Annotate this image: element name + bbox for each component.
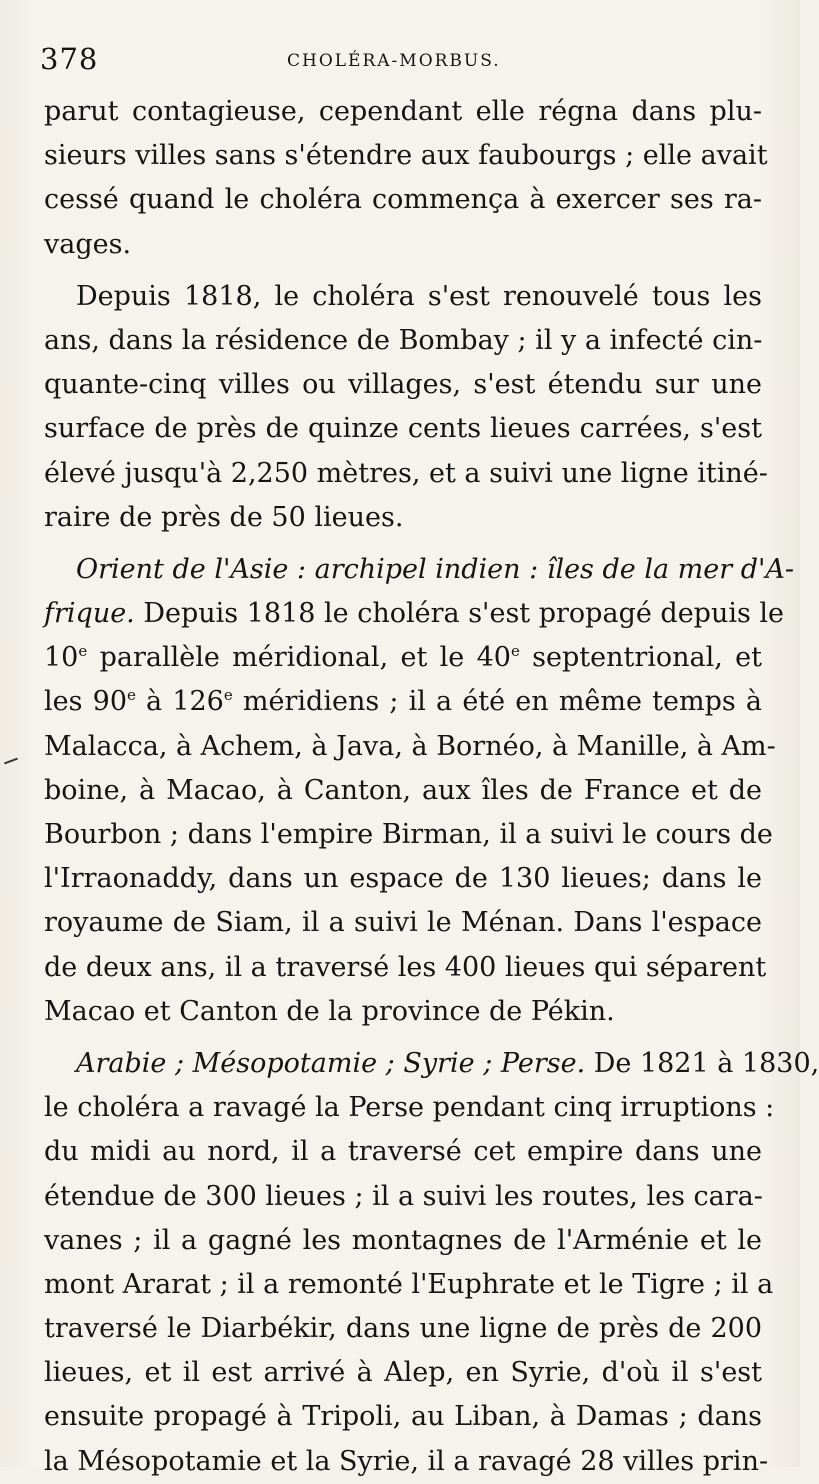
text-line: vanes ; il a gagné les montagnes de l'Arménie et le xyxy=(44,1224,762,1256)
text-line: sieurs villes sans s'étendre aux faubourgs ; elle avait xyxy=(44,140,768,172)
section-heading-cont: frique. xyxy=(44,598,135,630)
text-line: Malacca, à Achem, à Java, à Bornéo, à Manille, à Am- xyxy=(44,730,776,762)
ordinal-suffix: e xyxy=(223,686,233,705)
text-line: élevé jusqu'à 2,250 mètres, et a suivi une ligne itiné- xyxy=(44,457,768,489)
text-line: l'Irraonaddy, dans un espace de 130 lieues; dans le xyxy=(44,863,762,895)
text-line: royaume de Siam, il a suivi le Ménan. Dans l'espace xyxy=(44,907,762,939)
text-line: raire de près de 50 lieues. xyxy=(44,501,404,533)
text-span: Depuis 1818 le choléra s'est propagé depuis le xyxy=(134,598,785,630)
text-line: surface de près de quinze cents lieues carrées, s'est xyxy=(44,413,762,445)
text-line: Depuis 1818, le choléra s'est renouvelé tous les xyxy=(76,280,762,312)
text-span: les 90 xyxy=(44,686,127,718)
ordinal-suffix: e xyxy=(78,642,88,661)
text-span: parallèle méridional, et le 40 xyxy=(87,642,511,674)
text-span: De 1821 à 1830, xyxy=(585,1047,819,1079)
text-line: parut contagieuse, cependant elle régna dans plu- xyxy=(44,96,762,127)
text-line xyxy=(44,592,785,636)
text-line: boine, à Macao, à Canton, aux îles de France et de xyxy=(44,774,762,806)
text-line: le choléra a ravagé la Perse pendant cinq irruptions : xyxy=(44,1092,775,1124)
margin-mark xyxy=(4,758,18,765)
text-span: méridiens ; il a été en même temps à xyxy=(232,686,762,718)
text-line: traversé le Diarbékir, dans une ligne de près de 200 xyxy=(44,1313,762,1345)
page-header xyxy=(40,42,760,82)
section-heading: Orient de l'Asie : archipel indien : îles de la mer d'A- xyxy=(76,553,795,585)
text-span: septentrional, et xyxy=(519,642,762,674)
text-line xyxy=(44,636,762,680)
text-line: ensuite propagé à Tripoli, au Liban, à Damas ; dans xyxy=(44,1401,762,1433)
running-title: CHOLÉRA-MORBUS. xyxy=(287,51,501,71)
text-line: vages. xyxy=(44,228,132,260)
text-line: quante-cinq villes ou villages, s'est étendu sur une xyxy=(44,369,762,401)
text-span: à 126 xyxy=(135,686,224,718)
text-line: lieues, et il est arrivé à Alep, en Syrie, d'où il s'est xyxy=(44,1357,762,1389)
text-line: de deux ans, il a traversé les 400 lieues qui séparent xyxy=(44,951,767,983)
paragraph-4 xyxy=(44,1042,819,1484)
text-span: 10 xyxy=(44,642,79,674)
paragraph-2 xyxy=(44,275,768,540)
section-heading: Arabie ; Mésopotamie ; Syrie ; Perse. xyxy=(76,1047,586,1079)
text-line: étendue de 300 lieues ; il a suivi les routes, les cara- xyxy=(44,1180,763,1212)
ordinal-suffix: e xyxy=(510,642,520,661)
text-line: Macao et Canton de la province de Pékin. xyxy=(44,995,615,1027)
text-line: Bourbon ; dans l'empire Birman, il a suivi le cours de xyxy=(44,819,773,850)
paragraph-3 xyxy=(44,548,795,1034)
ordinal-suffix: e xyxy=(127,686,136,705)
text-line: la Mésopotamie et la Syrie, il a ravagé 28 villes prin- xyxy=(44,1445,769,1477)
text-line: ans, dans la résidence de Bombay ; il y a infecté cin- xyxy=(44,324,763,356)
text-line: du midi au nord, il a traversé cet empire dans une xyxy=(44,1136,762,1168)
page-number: 378 xyxy=(40,42,99,76)
text-line: mont Ararat ; il a remonté l'Euphrate et le Tigre ; il a xyxy=(44,1268,774,1300)
body-text xyxy=(44,90,819,1484)
text-line: cessé quand le choléra commença à exercer ses ra- xyxy=(44,184,762,216)
paragraph-1 xyxy=(44,90,768,267)
text-line xyxy=(44,680,762,724)
text-line xyxy=(44,1042,819,1086)
